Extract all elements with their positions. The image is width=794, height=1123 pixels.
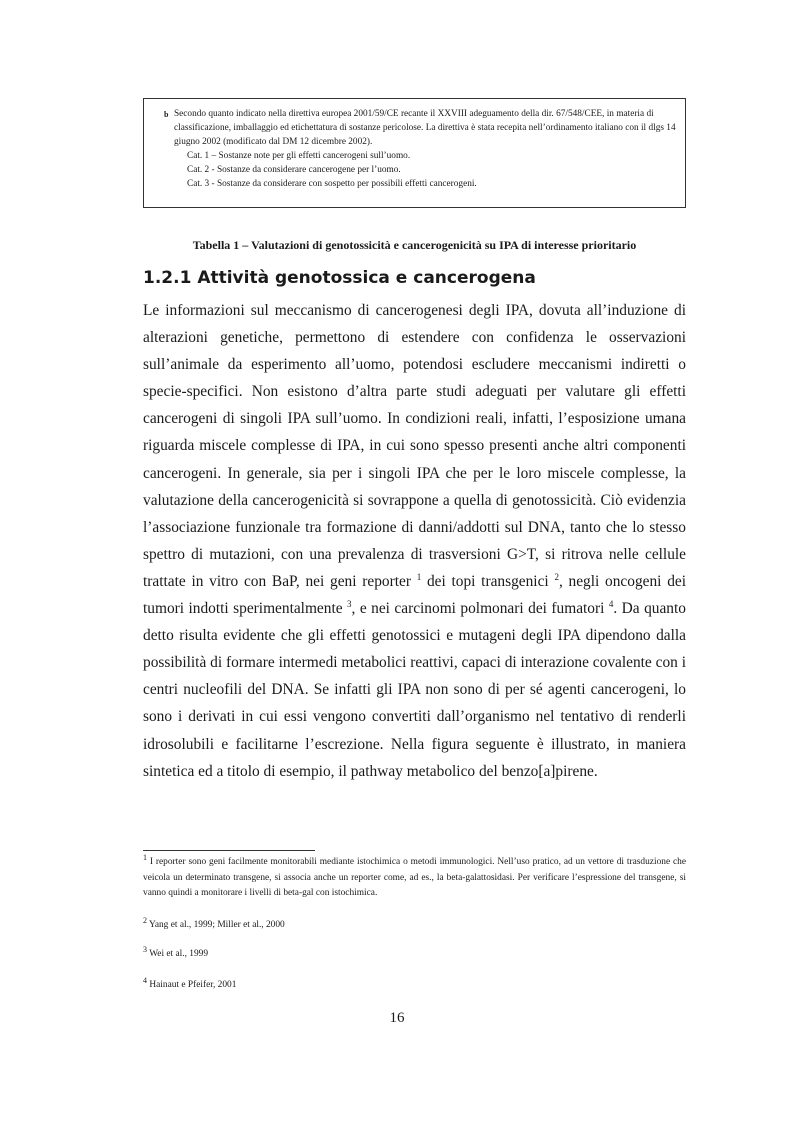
note-category-3: Cat. 3 - Sostanze da considerare con sospetto per possibili effetti cancerogeni. [187, 179, 477, 189]
footnote-1 [143, 855, 686, 902]
footnote-4-text: Hainaut e Pfeifer, 2001 [149, 980, 237, 990]
note-category-2: Cat. 2 - Sostanze da considerare cancerogene per l’uomo. [187, 165, 401, 175]
footnote-ref-3: 3 [347, 599, 352, 610]
footnote-4 [143, 978, 686, 994]
footnote-2-number: 2 [143, 916, 147, 925]
page-number: 16 [389, 1010, 405, 1026]
footnote-1-number: 1 [143, 853, 147, 862]
footnote-4-number: 4 [143, 976, 147, 985]
paragraph-part-4: , e nei carcinomi polmonari dei fumatori [351, 600, 609, 618]
note-category-1: Cat. 1 – Sostanze note per gli effetti cancerogeni sull’uomo. [187, 151, 411, 161]
paragraph-part-5: . Da quanto detto risulta evidente che gli effetti genotossici e mutageni degli IPA dipendono dalla possibilità di formare intermedi metabolici reattivi, capaci di interazione covalente con i centri nucleofili del DNA. Se infatti gli IPA non sono di per sé agenti cancerogeni, lo sono i derivati in cui essi vengono convertiti dall’organismo nel tentativo di renderli idrosolubili e facilitarne l’escrezione. Nella figura seguente è illustrato, in maniera sintetica ed a titolo di esempio, il pathway metabolico del benzo[a]pirene. [143, 600, 686, 780]
footnote-2-text: Yang et al., 1999; Miller et al., 2000 [149, 920, 285, 930]
footnote-ref-1: 1 [416, 571, 422, 582]
paragraph-part-3: , negli oncogeni dei tumori indotti sperimentalmente [143, 572, 686, 618]
note-marker: b [164, 110, 169, 119]
section-paragraph [143, 297, 686, 785]
table-caption: Tabella 1 – Valutazioni di genotossicità e cancerogenicità su IPA di interesse prioritario [192, 238, 637, 252]
classification-note-box [143, 98, 686, 208]
paragraph-part-1: Le informazioni sul meccanismo di cancerogenesi degli IPA, dovuta all’induzione di alterazioni genetiche, permettono di estendere con confidenza le osservazioni sull’animale da esperimento all’uomo, potendosi escludere meccanismi indiretti o specie-specifici. Non esistono d’altra parte studi adeguati per valutare gli effetti cancerogeni di singoli IPA sull’uomo. In condizioni reali, infatti, l’esposizione umana riguarda miscele complesse di IPA, in cui sono spesso presenti anche altri componenti cancerogeni. In generale, sia per i singoli IPA che per le loro miscele complesse, la valutazione della cancerogenicità si sovrappone a quella di genotossicità. Ciò evidenzia l’associazione funzionale tra formazione di danni/addotti sul DNA, tanto che lo stesso spettro di mutazioni, con una prevalenza di trasversioni G>T, si ritrova nelle cellule trattate in vitro con BaP, nei geni reporter [143, 302, 686, 590]
footnote-ref-2: 2 [554, 571, 559, 582]
footnote-divider [143, 850, 315, 851]
footnote-3 [143, 947, 686, 963]
footnote-2 [143, 918, 686, 934]
footnote-3-number: 3 [143, 945, 147, 954]
section-heading: 1.2.1 Attività genotossica e cancerogena [143, 268, 536, 288]
footnote-ref-4: 4 [608, 599, 614, 610]
note-intro: Secondo quanto indicato nella direttiva europea 2001/59/CE recante il XXVIII adeguamento della dir. 67/548/CEE, in materia di classificazione, imballaggio ed etichettatura di sostanze pericolose. La direttiva è stata recepita nell’ordinamento italiano con il dlgs 14 giugno 2002 (modificato dal DM 12 dicembre 2002). [174, 109, 676, 147]
footnote-3-text: Wei et al., 1999 [149, 949, 209, 959]
footnote-1-text: I reporter sono geni facilmente monitorabili mediante istochimica o metodi immunologici. Nell’uso pratico, ad un vettore di trasduzione che veicola un determinato transgene, si associa anche un reporter come, ad es., la beta-galattosidasi. Per verificare l’espressione del transgene, si vanno quindi a monitorare i livelli di beta-gal con istochimica. [143, 857, 686, 898]
paragraph-part-2: dei topi transgenici [421, 572, 555, 590]
